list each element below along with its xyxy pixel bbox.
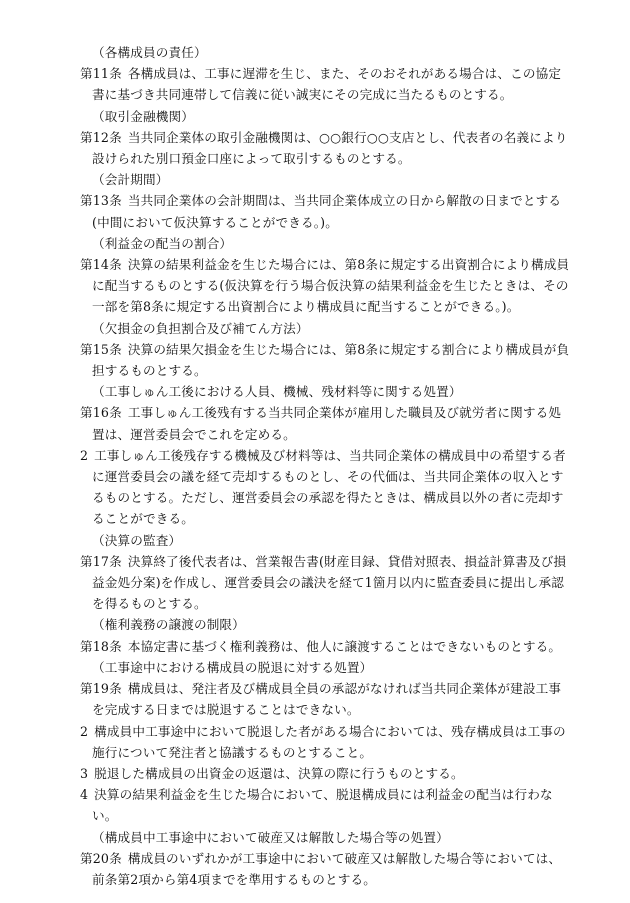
article-paragraph xyxy=(80,636,570,657)
article-paragraph xyxy=(80,848,570,890)
article-paragraph xyxy=(80,339,570,381)
article-paragraph xyxy=(80,63,570,105)
article-subparagraph xyxy=(80,721,570,763)
paragraph-number: 2 xyxy=(80,723,89,739)
paragraph-text: 決算の結果利益金を生じた場合において、脱退構成員には利益金の配当は行わない。 xyxy=(92,787,553,824)
article-text: 構成員は、発注者及び構成員全員の承認がなければ当共同企業体が建設工事を完成する日までは脱退することはできない。 xyxy=(92,681,562,718)
paragraph-text: 脱退した構成員の出資金の返還は、決算の際に行うものとする。 xyxy=(94,765,464,781)
article-subparagraph xyxy=(80,445,570,530)
article-number: 第20条 xyxy=(80,850,122,866)
article-paragraph xyxy=(80,190,570,232)
article-paragraph xyxy=(80,551,570,615)
article-number: 第15条 xyxy=(80,341,122,357)
article-number: 第11条 xyxy=(80,66,122,82)
article-number: 第14条 xyxy=(80,257,122,273)
article-subparagraph xyxy=(80,784,570,826)
article-number: 第16条 xyxy=(80,405,122,421)
article-text: 当共同企業体の会計期間は、当共同企業体成立の日から解散の日までとする(中間において仮決算することができる。)。 xyxy=(92,193,562,230)
article-text: 当共同企業体の取引金融機関は、○○銀行○○支店とし、代表者の名義により設けられた別口預金口座によって取引するものとする。 xyxy=(92,129,568,167)
article-text: 本協定書に基づく権利義務は、他人に譲渡することはできないものとする。 xyxy=(127,638,562,654)
article-number: 第17条 xyxy=(80,553,122,569)
article-number: 第18条 xyxy=(80,638,122,654)
section-heading: （工事しゅん工後における人員、機械、残材料等に関する処置） xyxy=(92,384,462,400)
article-text: 決算の結果欠損金を生じた場合には、第8条に規定する割合により構成員が負担するものとする。 xyxy=(92,341,570,379)
section-heading: （各構成員の責任） xyxy=(92,45,207,60)
article-number: 第13条 xyxy=(80,193,122,209)
section-heading: （決算の監査） xyxy=(92,532,182,548)
article-text: 各構成員は、工事に遅滞を生じ、また、そのおそれがある場合は、この協定書に基づき共同連帯して信義に従い誠実にその完成に当たるものとする。 xyxy=(92,66,562,103)
section-heading: （構成員中工事途中において破産又は解散した場合等の処置） xyxy=(92,829,449,845)
paragraph-text: 構成員中工事途中において脱退した者がある場合においては、残存構成員は工事の施行について発注者と協議するものとすること。 xyxy=(92,723,566,760)
paragraph-number: 3 xyxy=(80,765,89,781)
section-heading: （会計期間） xyxy=(92,172,169,188)
article-paragraph xyxy=(80,678,570,720)
section-heading: （利益金の配当の割合） xyxy=(92,235,233,251)
article-subparagraph xyxy=(80,763,570,784)
paragraph-number: 4 xyxy=(80,787,89,803)
section-heading: （取引金融機関） xyxy=(92,108,194,124)
article-paragraph xyxy=(80,402,570,444)
section-heading: （欠損金の負担割合及び補てん方法） xyxy=(92,320,309,336)
article-text: 構成員のいずれかが工事途中において破産又は解散した場合等においては、前条第2項から第4項までを準用するものとする。 xyxy=(92,850,562,887)
article-paragraph xyxy=(80,254,570,318)
paragraph-text: 工事しゅん工後残存する機械及び材料等は、当共同企業体の構成員中の希望する者に運営委員会の議を経て売却するものとし、その代価は、当共同企業体の収入とするものとする。ただし、運営委員会の承認を得たときは、構成員以外の者に売却することができる。 xyxy=(92,447,566,527)
article-text: 決算の結果利益金を生じた場合には、第8条に規定する出資割合により構成員に配当するものとする(仮決算を行う場合仮決算の結果利益金を生じたときは、その一部を第8条に規定する出資割合により構成員に配当することができる。)。 xyxy=(92,257,570,315)
article-text: 決算終了後代表者は、営業報告書(財産目録、貸借対照表、損益計算書及び損益金処分案)を作成し、運営委員会の議決を経て1箇月以内に監査委員に提出し承認を得るものとする。 xyxy=(92,553,567,612)
article-number: 第12条 xyxy=(80,129,122,145)
paragraph-number: 2 xyxy=(80,447,89,463)
article-number: 第19条 xyxy=(80,681,122,697)
article-text: 工事しゅん工後残有する当共同企業体が雇用した職員及び就労者に関する処置は、運営委員会でこれを定める。 xyxy=(92,405,562,442)
section-heading: （工事途中における構成員の脱退に対する処置） xyxy=(92,659,373,675)
article-paragraph xyxy=(80,127,570,169)
section-heading: （権利義務の譲渡の制限） xyxy=(92,617,245,633)
